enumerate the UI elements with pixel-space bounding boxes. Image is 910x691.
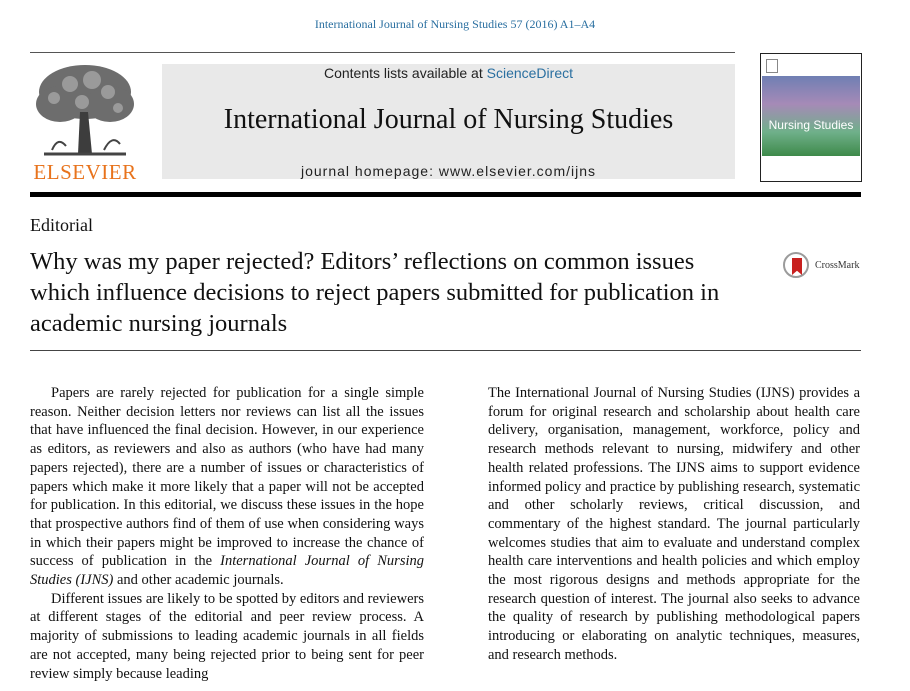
journal-citation[interactable]: International Journal of Nursing Studies 57 (2016) A1–A4 xyxy=(314,17,596,31)
contents-prefix: Contents lists available at xyxy=(323,65,487,81)
article-title: Why was my paper rejected? Editors’ reflections on common issues which influence decisions to reject papers submitted for publication in academic nursing journals xyxy=(30,248,720,337)
journal-banner xyxy=(162,64,735,179)
paragraph: The International Journal of Nursing Studies (IJNS) provides a forum for original research and scholarship about health care delivery, organisation, management, workforce, policy and research methods relevant to nursing, midwifery and other health related professions. The IJNS aims to support evidence informed policy and practice by publishing research, systematic and other scholarly reviews, critical discussion, and commentary of the highest standard. The journal particularly welcomes studies that aim to evaluate and understand complex health care interventions and health policies and which employ the most rigorous designs and methods appropriate for the research question of interest. The journal also seeks to advance the quality of research by publishing methodological papers introducing or elaborating on analytic techniques, measures, and research methods. xyxy=(488,385,860,663)
tree-icon xyxy=(30,62,140,160)
crossmark-icon xyxy=(783,252,809,278)
body-column-right xyxy=(488,384,860,665)
paragraph xyxy=(30,384,424,590)
text-run: Papers are rarely rejected for publication for a single simple reason. Neither decision letters nor reviews can list all the issues that have influenced the final decision. However, in our experience as editors, as reviewers and also as authors (who have had many papers rejected), there are a number of issues or characteristics of papers which make it more likely that a paper will not be accepted for publication. In this editorial, we discuss these issues in the hope that prospective authors find of them of use when considering ways in which their papers might be improved to increase the chance of success of publication in the xyxy=(30,385,424,570)
journal-cover-thumbnail[interactable] xyxy=(760,53,862,182)
section-label: Editorial xyxy=(30,215,93,235)
top-divider xyxy=(30,52,735,53)
journal-homepage-link[interactable]: journal homepage: www.elsevier.com/ijns xyxy=(300,163,596,179)
cover-art xyxy=(762,76,860,156)
body-column-left xyxy=(30,384,424,683)
journal-name-italic: International Journal of Nursing Studies (IJNS) xyxy=(30,553,424,589)
cover-badge-icon xyxy=(766,59,778,73)
journal-title: International Journal of Nursing Studies xyxy=(223,104,674,135)
sciencedirect-link[interactable]: ScienceDirect xyxy=(486,65,573,81)
title-divider xyxy=(30,350,861,351)
bookmark-icon xyxy=(792,258,802,275)
elsevier-logo[interactable] xyxy=(30,62,140,182)
cover-title: Nursing Studies xyxy=(768,118,854,132)
crossmark-button[interactable] xyxy=(783,252,873,280)
paragraph: Different issues are likely to be spotted by editors and reviewers at different stages of the editorial and peer review process. A majority of submissions to leading academic journals in all fields are not accepted, many being rejected prior to being sent for peer review simply because leading xyxy=(30,590,424,682)
crossmark-label: CrossMark xyxy=(815,260,860,271)
elsevier-wordmark: ELSEVIER xyxy=(33,160,137,184)
header-divider xyxy=(30,192,861,197)
contents-line xyxy=(162,65,735,81)
text-run: and other academic journals. xyxy=(113,572,284,589)
